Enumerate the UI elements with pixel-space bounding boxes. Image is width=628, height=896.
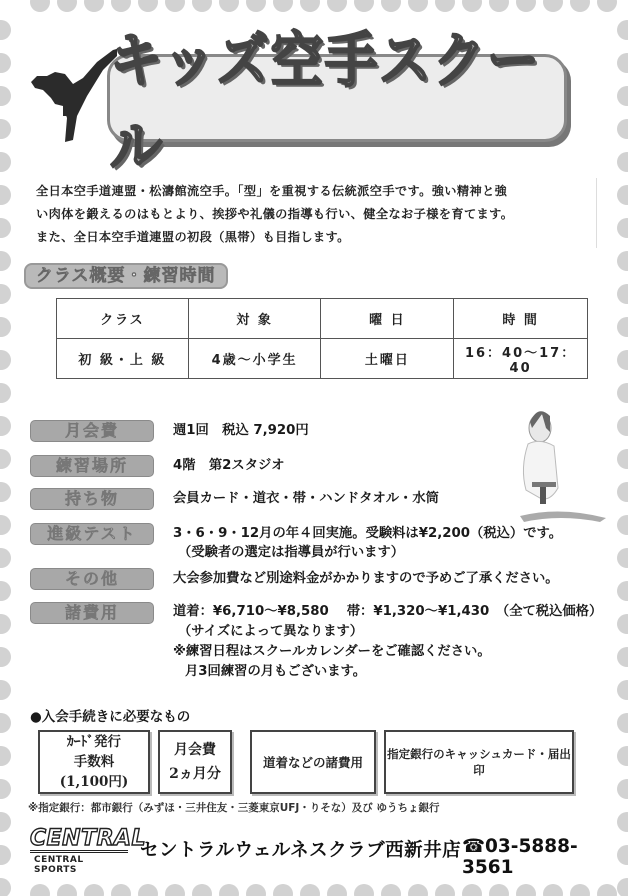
border-dot-icon (617, 779, 628, 799)
border-dot-icon (0, 152, 11, 172)
border-dot-icon (84, 884, 104, 896)
border-dot-icon (617, 152, 628, 172)
border-dot-icon (570, 0, 590, 12)
border-dot-icon (273, 884, 293, 896)
border-dot-icon (617, 482, 628, 502)
border-dot-icon (0, 812, 11, 832)
border-dot-icon (489, 884, 509, 896)
border-dot-icon (570, 884, 590, 896)
border-dot-icon (0, 20, 11, 40)
border-dot-icon (0, 515, 11, 535)
border-dot-icon (381, 884, 401, 896)
value-other: 大会参加費など別途料金がかかりますので予めご了承ください。 (173, 571, 559, 586)
title-banner (107, 26, 567, 182)
value-belongings: 会員カード・道衣・帯・ハンドタオル・水筒 (173, 491, 439, 506)
border-dot-icon (111, 884, 131, 896)
border-dot-icon (617, 614, 628, 634)
border-dot-icon (0, 581, 11, 601)
border-dot-icon (57, 884, 77, 896)
border-dot-icon (381, 0, 401, 12)
border-dot-icon (617, 284, 628, 304)
border-dot-icon (273, 0, 293, 12)
central-sports-logo (30, 826, 147, 875)
intro-line: い肉体を鍛えるのはもとより、挨拶や礼儀の指導も行い、健全なお子様を育てます。 (36, 207, 514, 221)
divider (596, 178, 597, 248)
border-dot-icon (219, 0, 239, 12)
karate-girl-illustration (510, 398, 610, 528)
column-header: 曜 日 (321, 299, 454, 339)
intro-line: 全日本空手道連盟・松濤館流空手。「型」を重視する伝統派空手です。強い精神と強 (36, 184, 508, 198)
border-dot-icon (617, 350, 628, 370)
karate-kick-silhouette-icon (25, 48, 117, 143)
intro-line: また、全日本空手道連盟の初段（黒帯）も目指します。 (36, 230, 350, 244)
border-dot-icon (617, 647, 628, 667)
border-dot-icon (617, 317, 628, 337)
border-dot-icon (0, 713, 11, 733)
intro-text (36, 180, 592, 249)
border-dot-icon (408, 884, 428, 896)
border-dot-icon (354, 0, 374, 12)
border-dot-icon (30, 884, 50, 896)
logo-main: CENTRAL (30, 826, 147, 851)
border-dot-icon (617, 416, 628, 436)
requirement-line: 手数料 (73, 754, 115, 770)
border-dot-icon (597, 884, 617, 896)
border-dot-icon (0, 878, 11, 896)
border-dot-icon (0, 218, 11, 238)
requirement-line: (1,100円) (59, 774, 129, 790)
border-dot-icon (300, 884, 320, 896)
requirement-line: 道着などの諸費用 (262, 755, 363, 770)
label-other: その他 (30, 568, 154, 590)
border-dot-icon (543, 0, 563, 12)
border-dot-icon (0, 185, 11, 205)
border-dot-icon (138, 0, 158, 12)
label-monthly-fee: 月会費 (30, 420, 154, 442)
border-dot-icon (462, 0, 482, 12)
border-dot-icon (0, 251, 11, 271)
border-dot-icon (617, 713, 628, 733)
requirement-line: 2ヵ月分 (169, 766, 221, 782)
border-dot-icon (617, 218, 628, 238)
designated-bank-note: ※指定銀行：都市銀行（みずほ・三井住友・三菱東京UFJ・りそな）及び ゆうちょ銀行 (28, 802, 440, 814)
value-promotion-test: 3・6・9・12月の年４回実施。受験料は¥2,200（税込）です。 (173, 526, 563, 541)
value-expenses: 道着：¥6,710～¥8,580 帯：¥1,320～¥1,430 （全て税込価格） (173, 604, 603, 619)
border-dot-icon (0, 779, 11, 799)
border-dot-icon (597, 0, 617, 12)
table-row (57, 339, 588, 379)
border-dot-icon (327, 0, 347, 12)
label-belongings: 持ち物 (30, 488, 154, 510)
value-monthly-fee: 週1回 税込 7,920円 (173, 423, 309, 438)
border-dot-icon (0, 86, 11, 106)
border-dot-icon (0, 449, 11, 469)
value-monthly-note: 月3回練習の月もございます。 (185, 664, 367, 679)
border-dot-icon (111, 0, 131, 12)
border-dot-icon (489, 0, 509, 12)
value-practice-location: 4階 第2スタジオ (173, 458, 285, 473)
border-dot-icon (0, 350, 11, 370)
border-dot-icon (0, 317, 11, 337)
value-promotion-test-note: （受験者の選定は指導員が行います） (178, 545, 405, 560)
value-expenses-size-note: （サイズによって異なります） (178, 624, 364, 639)
border-dot-icon (192, 884, 212, 896)
border-dot-icon (165, 0, 185, 12)
requirement-line: 月会費 (174, 742, 216, 758)
border-dot-icon (0, 119, 11, 139)
column-header: クラス (57, 299, 189, 339)
column-header: 対 象 (188, 299, 321, 339)
schedule-table (56, 298, 588, 379)
border-dot-icon (617, 449, 628, 469)
table-cell: 初 級・上 級 (57, 339, 189, 379)
border-dot-icon (617, 746, 628, 766)
border-dot-icon (0, 845, 11, 865)
requirement-bank-card (384, 730, 574, 794)
border-dot-icon (543, 884, 563, 896)
requirement-card-fee (38, 730, 150, 794)
border-dot-icon (0, 284, 11, 304)
requirement-line: ｶｰﾄﾞ発行 (67, 734, 121, 750)
border-dot-icon (408, 0, 428, 12)
border-dot-icon (435, 0, 455, 12)
border-dot-icon (0, 416, 11, 436)
page-title: キッズ空手スクール (110, 26, 541, 182)
requirement-line: 指定銀行のキャッシュカード・届出印 (387, 747, 571, 777)
border-dot-icon (0, 746, 11, 766)
border-dot-icon (30, 0, 50, 12)
border-dot-icon (617, 878, 628, 896)
border-dot-icon (354, 884, 374, 896)
logo-sub: CENTRAL SPORTS (34, 855, 84, 875)
table-header-row (57, 299, 588, 339)
border-dot-icon (617, 383, 628, 403)
border-dot-icon (617, 251, 628, 271)
border-dot-icon (617, 53, 628, 73)
border-dot-icon (462, 884, 482, 896)
label-promotion-test: 進級テスト (30, 523, 154, 545)
table-cell: 16：40～17：40 (454, 339, 588, 379)
border-dot-icon (0, 614, 11, 634)
club-name: セントラルウェルネスクラブ西新井店 (140, 840, 462, 861)
border-dot-icon (192, 0, 212, 12)
table-cell: 土曜日 (321, 339, 454, 379)
label-practice-location: 練習場所 (30, 455, 154, 477)
border-dot-icon (617, 680, 628, 700)
label-expenses: 諸費用 (30, 602, 154, 624)
requirement-monthly-fee (158, 730, 232, 794)
border-dot-icon (617, 119, 628, 139)
border-dot-icon (84, 0, 104, 12)
border-dot-icon (617, 581, 628, 601)
border-dot-icon (0, 53, 11, 73)
border-dot-icon (516, 0, 536, 12)
border-dot-icon (617, 515, 628, 535)
phone-number: ☎03-5888-3561 (462, 836, 578, 878)
border-dot-icon (617, 812, 628, 832)
border-dot-icon (516, 884, 536, 896)
column-header: 時 間 (454, 299, 588, 339)
requirement-uniform-expenses (250, 730, 376, 794)
title-area (25, 26, 565, 182)
border-dot-icon (165, 884, 185, 896)
section-tab-class-overview: クラス概要・練習時間 (24, 263, 228, 289)
border-dot-icon (327, 884, 347, 896)
border-dot-icon (300, 0, 320, 12)
border-dot-icon (435, 884, 455, 896)
border-dot-icon (617, 548, 628, 568)
value-calendar-note: ※練習日程はスクールカレンダーをご確認ください。 (173, 644, 491, 659)
requirements-heading: ●入会手続きに必要なもの (30, 709, 191, 725)
border-dot-icon (0, 383, 11, 403)
border-dot-icon (617, 86, 628, 106)
border-dot-icon (617, 20, 628, 40)
border-dot-icon (0, 647, 11, 667)
border-dot-icon (138, 884, 158, 896)
border-dot-icon (0, 548, 11, 568)
border-dot-icon (0, 482, 11, 502)
border-dot-icon (219, 884, 239, 896)
border-dot-icon (0, 680, 11, 700)
table-cell: 4歳～小学生 (188, 339, 321, 379)
border-dot-icon (246, 884, 266, 896)
border-dot-icon (57, 0, 77, 12)
border-dot-icon (617, 185, 628, 205)
border-dot-icon (246, 0, 266, 12)
